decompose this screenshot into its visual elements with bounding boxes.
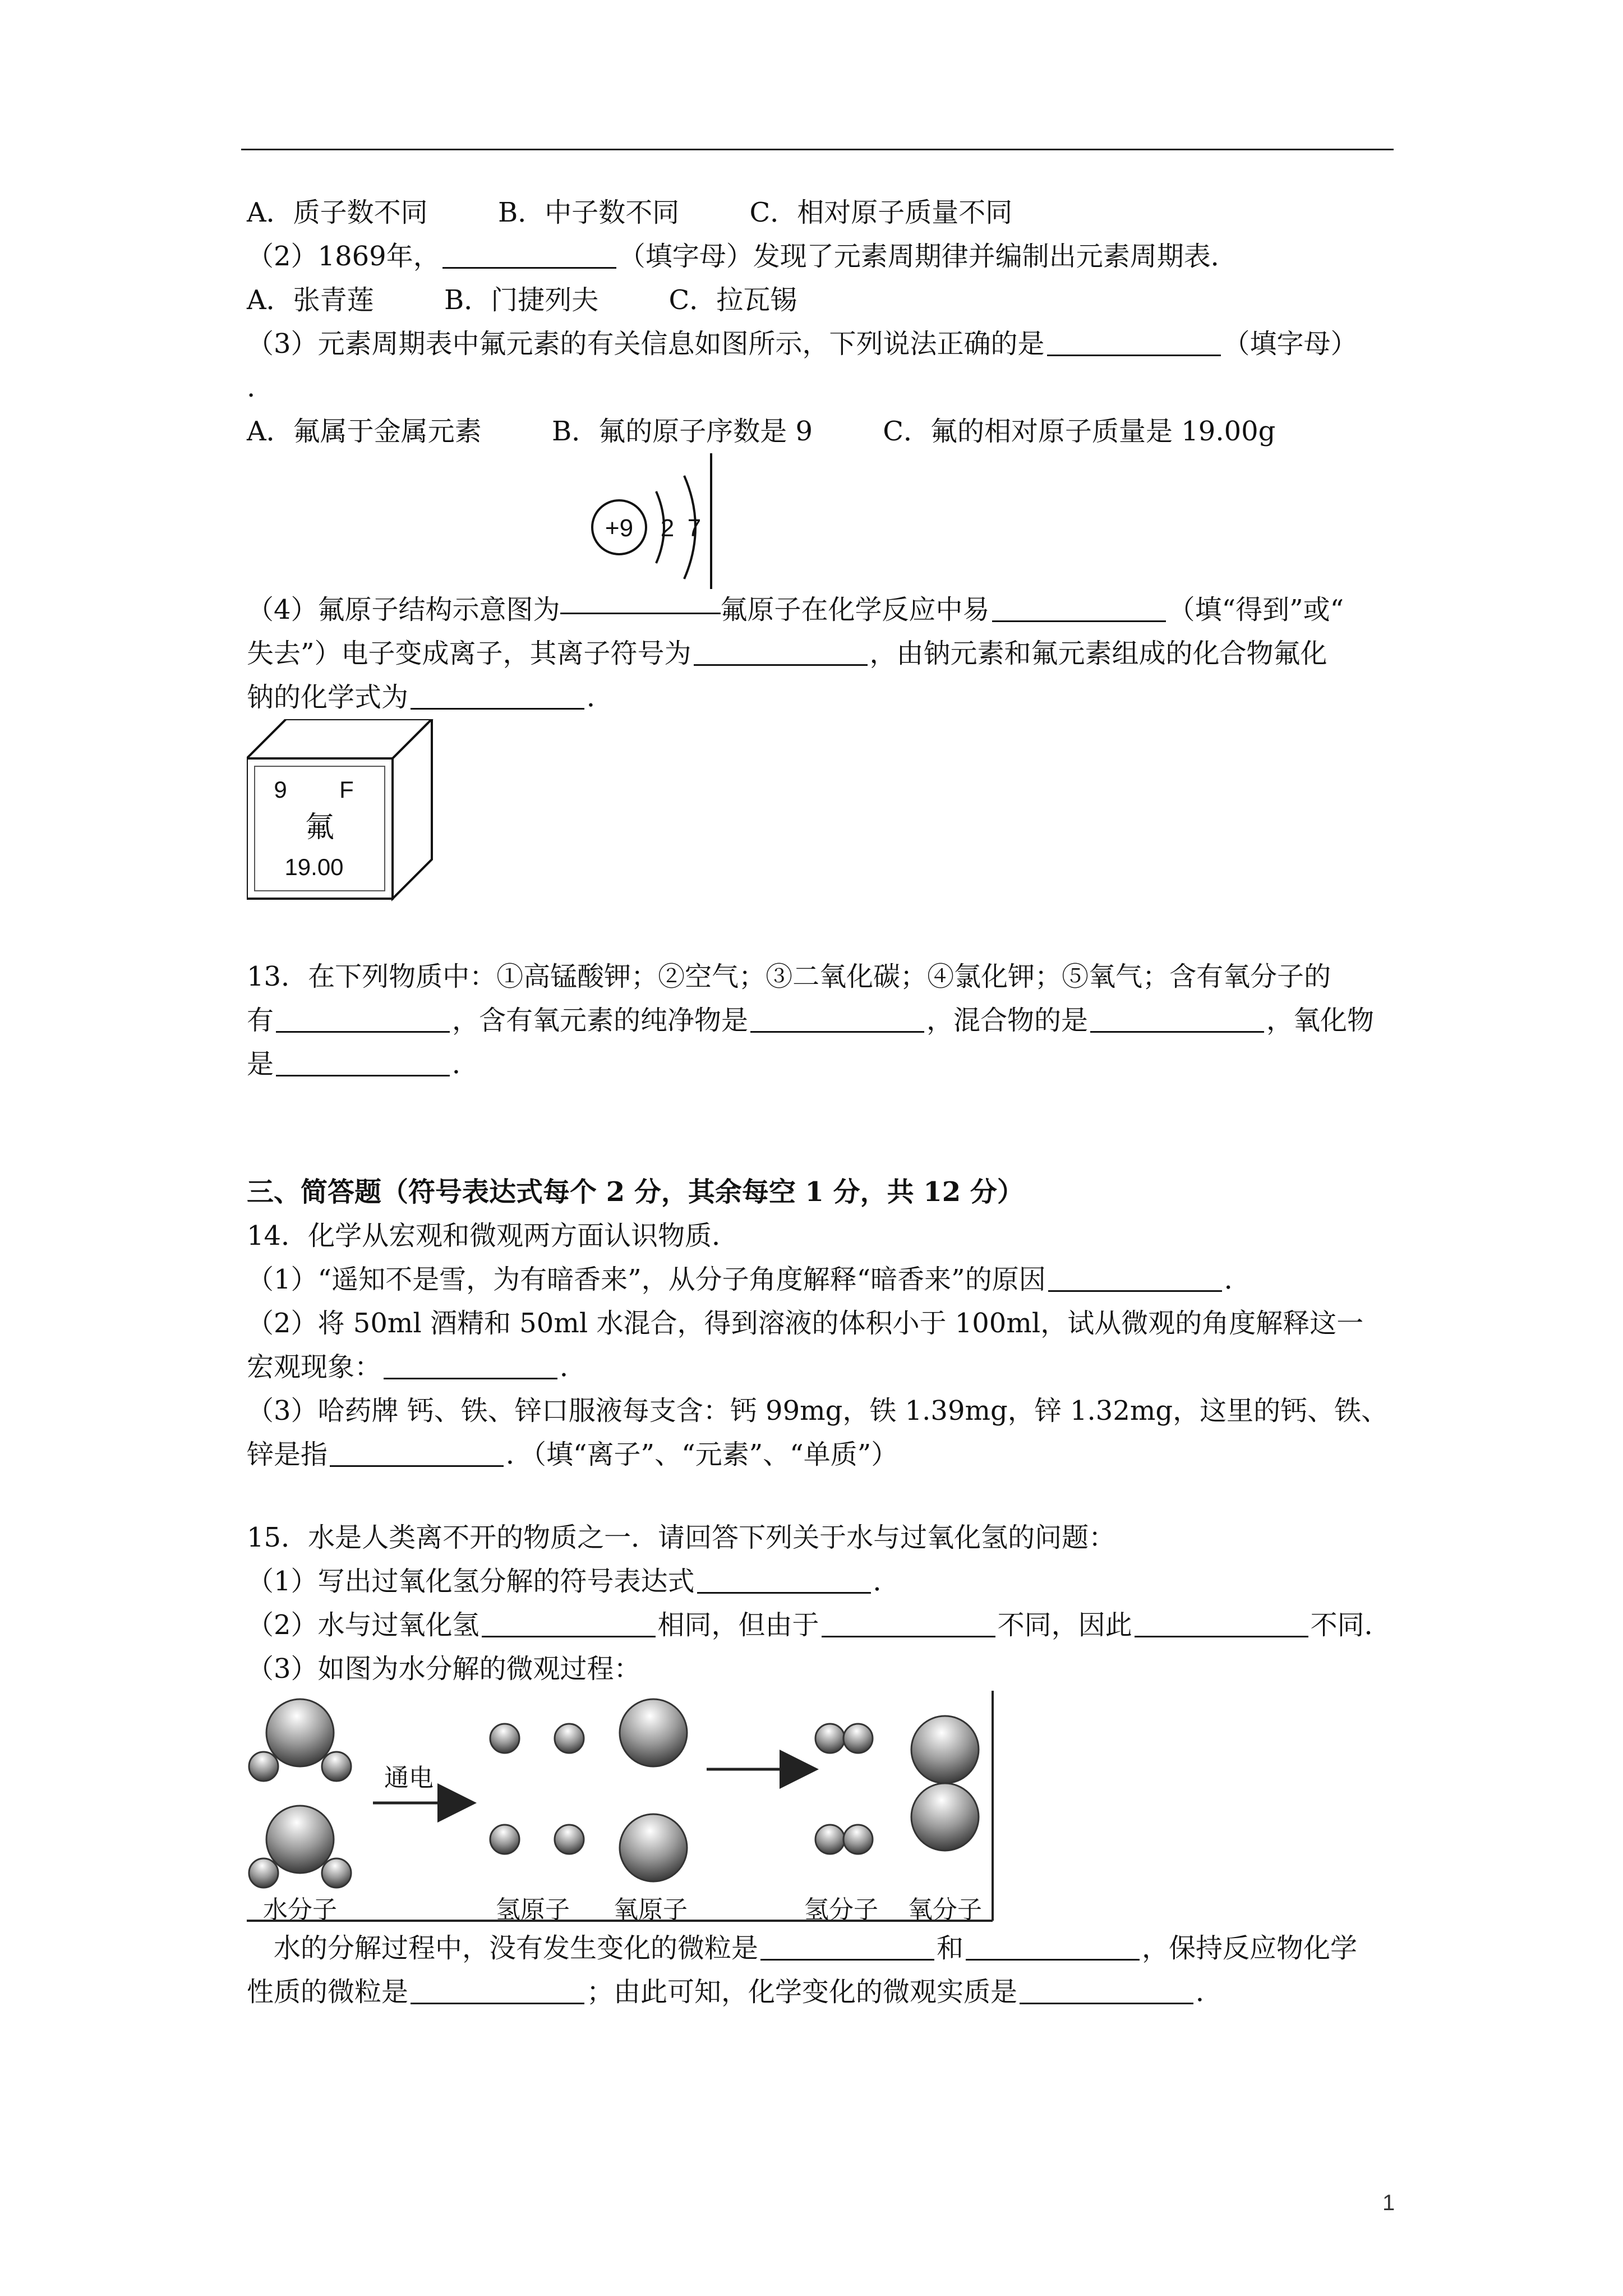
q15-after-line1: [247, 1926, 1408, 1970]
hydrogen-molecule-atom: [843, 1825, 873, 1854]
answer-blank[interactable]: [697, 1566, 871, 1594]
label-oxygen-atom: 氧原子: [614, 1896, 688, 1924]
q13-line3-a: 是: [247, 1048, 274, 1080]
header-rule: [241, 149, 1394, 150]
option-b: B．门捷列夫: [444, 284, 599, 316]
shell-2-electrons: 7: [687, 514, 702, 542]
q15-stem: 15．水是人类离不开的物质之一．请回答下列关于水与过氧化氢的问题：: [247, 1522, 1116, 1553]
answer-blank[interactable]: [966, 1933, 1140, 1961]
hydrogen-atom: [490, 1825, 519, 1854]
option-c: C．拉瓦锡: [668, 284, 797, 316]
atomic-mass: 19.00: [284, 854, 344, 880]
q15-after2-a: 性质的微粒是: [247, 1976, 409, 2008]
hydrogen-molecule-atom: [843, 1724, 873, 1753]
q13-line1: 13．在下列物质中：①高锰酸钾；②空气；③二氧化碳；④氯化钾；⑤氧气；含有氧分子的: [247, 961, 1331, 992]
oxygen-ball: [266, 1699, 334, 1766]
q15-p2-b: 相同，但由于: [657, 1609, 819, 1641]
element-symbol: F: [339, 776, 354, 803]
q15-after-line2: [247, 1970, 1408, 2014]
q14-p3-line1: （3）哈药牌 钙、铁、锌口服液每支含：钙 99mg，铁 1.39mg，锌 1.32mg，这里的钙、铁、: [247, 1395, 1389, 1427]
answer-blank[interactable]: [760, 1933, 934, 1961]
option-a: A．质子数不同: [247, 197, 428, 228]
label-hydrogen-atom: 氢原子: [496, 1896, 570, 1924]
hydrogen-atom: [555, 1724, 584, 1753]
answer-blank[interactable]: [330, 1439, 504, 1467]
hydrogen-molecule-atom: [815, 1825, 845, 1854]
hydrogen-ball: [322, 1752, 351, 1781]
water-decomposition-figure: [247, 1691, 998, 1926]
q12-p3-tail: .: [247, 372, 256, 403]
q14-p2-line2-a: 宏观现象：: [247, 1351, 382, 1383]
q12-p4-line2-a: 失去”）电子变成离子，其离子符号为: [247, 638, 691, 669]
q15-p2: [247, 1603, 1408, 1647]
q15-p1-b: ．: [873, 1566, 900, 1597]
q13-line3-b: ．: [452, 1048, 479, 1080]
answer-blank[interactable]: [442, 241, 616, 269]
q14-p3-line2: [247, 1433, 1408, 1476]
q14-p3-line2-b: ．（填“离子”、“元素”、“单质”）: [506, 1439, 898, 1470]
answer-blank[interactable]: [276, 1049, 450, 1076]
q12-p2-options: [247, 278, 1408, 322]
q12-p2-suffix: （填字母）发现了元素周期律并编制出元素周期表．: [618, 241, 1238, 272]
q12-p4-line3-text: 钠的化学式为: [247, 682, 409, 713]
q12-p4-prefix: （4）氟原子结构示意图为: [247, 594, 560, 625]
q12-p4-mid: 氟原子在化学反应中易: [720, 594, 990, 625]
arrow-label-electrolysis: 通电: [384, 1764, 434, 1792]
q15-after2-b: ；由此可知，化学变化的微观实质是: [587, 1976, 1018, 2008]
answer-blank[interactable]: [384, 1352, 557, 1379]
answer-blank[interactable]: [694, 638, 868, 666]
q12-p3-options: [247, 409, 1408, 453]
q12-p3-text: （3）元素周期表中氟元素的有关信息如图所示，下列说法正确的是: [247, 328, 1045, 360]
hydrogen-ball: [322, 1858, 351, 1888]
water-decomposition-row: [247, 1691, 1408, 1926]
q15-p3: （3）如图为水分解的微观过程：: [247, 1653, 641, 1685]
page-number: 1: [1382, 2191, 1395, 2215]
q13-line2-d: ，氧化物: [1266, 1005, 1375, 1036]
hydrogen-atom: [555, 1825, 584, 1854]
fluorine-atom-diagram: [578, 453, 723, 593]
answer-blank[interactable]: [411, 1977, 584, 2004]
q12-p4-line2-b: ，由钠元素和氟元素组成的化合物氟化: [869, 638, 1327, 669]
q14-stem: 14．化学从宏观和微观两方面认识物质．: [247, 1220, 739, 1251]
q15-after2-c: ．: [1196, 1976, 1223, 2008]
answer-blank[interactable]: [1135, 1610, 1308, 1637]
oxygen-atom: [620, 1699, 687, 1766]
option-c: C．氟的相对原子质量是 19.00g: [883, 416, 1276, 447]
q12-p4-suffix: （填“得到”或“: [1168, 594, 1344, 625]
answer-blank[interactable]: [992, 595, 1166, 622]
answer-blank[interactable]: [750, 1005, 924, 1033]
oxygen-molecule-atom: [911, 1783, 979, 1851]
oxygen-ball: [266, 1806, 334, 1873]
label-oxygen-molecule: 氧分子: [908, 1896, 982, 1924]
q15-after-a: 水的分解过程中，没有发生变化的微粒是: [274, 1932, 759, 1964]
q15-p1-a: （1）写出过氧化氢分解的符号表达式: [247, 1566, 695, 1597]
q13-line2-a: 有: [247, 1005, 274, 1036]
option-c: C．相对原子质量不同: [749, 197, 1013, 228]
label-water-molecule: 水分子: [263, 1896, 337, 1924]
atomic-number: 9: [274, 776, 287, 803]
atom-diagram-row: [247, 453, 1408, 588]
nucleus-charge: +9: [605, 514, 634, 542]
answer-blank[interactable]: [1047, 329, 1221, 356]
q15-p1: [247, 1559, 1408, 1603]
q15-p2-d: 不同．: [1310, 1609, 1391, 1641]
element-name: 氟: [305, 811, 335, 844]
answer-blank[interactable]: [1090, 1005, 1264, 1033]
q15-p2-a: （2）水与过氧化氢: [247, 1609, 479, 1641]
q12-p3: [247, 322, 1408, 366]
q14-p1-a: （1）“遥知不是雪，为有暗香来”，从分子角度解释“暗香来”的原因: [247, 1264, 1046, 1295]
option-b: B．中子数不同: [497, 197, 680, 228]
answer-blank[interactable]: [822, 1610, 995, 1637]
page-content: [247, 191, 1408, 2014]
q13-line2-b: ，含有氧元素的纯净物是: [452, 1005, 749, 1036]
q12-p4-line3-end: ．: [587, 682, 614, 713]
option-a: A．张青莲: [247, 284, 374, 316]
q13-line2-c: ，混合物的是: [926, 1005, 1089, 1036]
q15-after-c: ，保持反应物化学: [1142, 1932, 1358, 1964]
q14-p3-line2-a: 锌是指: [247, 1439, 328, 1470]
answer-blank[interactable]: [276, 1005, 450, 1033]
q13-line3: [247, 1042, 1408, 1086]
q13-line2: [247, 999, 1408, 1042]
q14-p2-line1: （2）将 50ml 酒精和 50ml 水混合，得到溶液的体积小于 100ml，试从微观的角度解释这一: [247, 1308, 1364, 1339]
answer-blank[interactable]: [1020, 1977, 1193, 2004]
shell-1-electrons: 2: [660, 514, 675, 542]
element-card-row: [247, 719, 1408, 915]
q15-after-b: 和: [937, 1932, 964, 1964]
option-a: A．氟属于金属元素: [247, 416, 482, 447]
hydrogen-molecule-atom: [815, 1724, 845, 1753]
answer-blank[interactable]: [411, 682, 584, 710]
hydrogen-atom: [490, 1724, 519, 1753]
label-hydrogen-molecule: 氢分子: [804, 1896, 878, 1924]
oxygen-atom: [620, 1814, 687, 1881]
q14-p1: [247, 1258, 1408, 1301]
q12-p4-line1: [247, 588, 1408, 632]
hydrogen-ball: [249, 1752, 278, 1781]
q12-p4-line3: [247, 675, 1408, 719]
q14-p2-line2-b: ．: [560, 1351, 587, 1383]
element-card-fluorine: [247, 719, 437, 904]
q12-p1-options: [247, 191, 1408, 234]
answer-blank[interactable]: [1048, 1264, 1222, 1292]
q14-p2-line2: [247, 1345, 1408, 1389]
q12-p3-suffix: （填字母）: [1223, 328, 1358, 360]
q12-p2: [247, 234, 1408, 278]
q15-p2-c: 不同，因此: [997, 1609, 1132, 1641]
oxygen-molecule-atom: [911, 1716, 979, 1783]
q12-p4-line2: [247, 632, 1408, 675]
option-b: B．氟的原子序数是 9: [551, 416, 813, 447]
answer-blank[interactable]: [482, 1610, 656, 1637]
section3-heading: 三、简答题（符号表达式每个 2 分，其余每空 1 分，共 12 分）: [247, 1176, 1024, 1208]
hydrogen-ball: [249, 1858, 278, 1888]
q14-p1-b: ．: [1224, 1264, 1251, 1295]
q12-p2-prefix: （2）1869年，: [247, 241, 440, 272]
